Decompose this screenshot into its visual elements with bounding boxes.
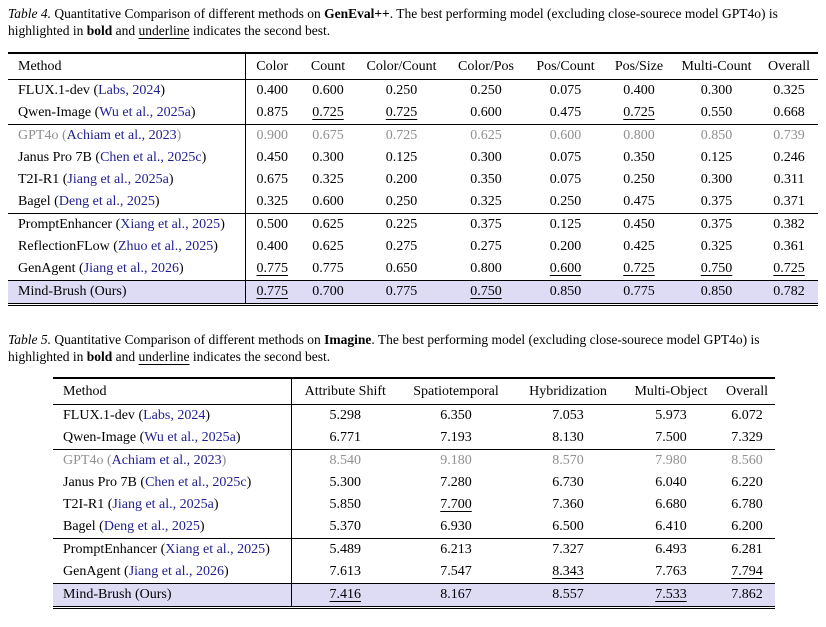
caption-text: and [112, 349, 139, 364]
method-cell: GPT4o (Achiam et al., 2023) [53, 450, 291, 473]
value-cell: 7.053 [552, 408, 584, 423]
table-row [53, 405, 775, 428]
citation-link[interactable]: Achiam et al., 2023 [66, 128, 177, 143]
column-header: Multi-Count [681, 59, 752, 74]
value-cell: 6.220 [731, 475, 763, 490]
column-header: Attribute Shift [304, 384, 386, 399]
value-cell: 0.375 [700, 217, 733, 232]
value-cell: 0.382 [773, 217, 805, 232]
value-cell: 0.400 [623, 83, 655, 98]
value-cell: 0.600 [312, 194, 344, 209]
value-cell: 0.200 [549, 239, 582, 254]
citation-link[interactable]: Jiang et al., 2025a [112, 497, 214, 512]
table-row [8, 147, 818, 169]
method-cell: PromptEnhancer (Xiang et al., 2025) [8, 214, 245, 237]
value-cell: 0.850 [549, 284, 582, 299]
citation-link[interactable]: Xiang et al., 2025 [165, 542, 266, 557]
value-cell: 0.725 [312, 105, 344, 120]
caption-text: indicates the second best. [189, 349, 331, 364]
method-name: FLUX.1-dev [18, 83, 94, 98]
caption-text: bold [86, 23, 113, 38]
value-cell: 0.200 [385, 172, 418, 187]
column-header: Overall [726, 384, 768, 399]
table-row [53, 584, 775, 608]
caption-text: Imagine [324, 332, 372, 347]
value-cell: 0.725 [623, 105, 655, 120]
citation-link[interactable]: Jiang et al., 2026 [128, 564, 224, 579]
table-4-caption [8, 0, 820, 39]
table-row [53, 494, 775, 516]
method-name: Janus Pro 7B [63, 475, 141, 490]
value-cell: 8.560 [731, 453, 763, 468]
value-cell: 6.780 [731, 497, 763, 512]
value-cell: 0.775 [312, 261, 344, 276]
value-cell: 6.213 [440, 542, 472, 557]
table-row [8, 281, 818, 305]
method-name: Qwen-Image [63, 430, 140, 445]
method-name: Janus Pro 7B [18, 150, 96, 165]
method-name: FLUX.1-dev [63, 408, 139, 423]
value-cell: 7.794 [731, 564, 763, 579]
value-cell: 0.668 [773, 105, 805, 120]
caption-text: . The best performing model (excluding close-sourece model GPT4o) is highlighted in [8, 332, 760, 364]
table-row [8, 214, 818, 237]
method-cell: FLUX.1-dev (Labs, 2024) [8, 80, 245, 103]
table-row [8, 236, 818, 258]
value-cell: 0.125 [385, 150, 418, 165]
column-header: Overall [768, 59, 810, 74]
table-row [53, 450, 775, 473]
value-cell: 7.980 [655, 453, 687, 468]
table-5-imagine [53, 377, 775, 609]
value-cell: 0.625 [312, 217, 344, 232]
method-name: Mind-Brush [63, 587, 135, 602]
table-row [8, 102, 818, 125]
table-row [8, 258, 818, 281]
value-cell: 6.072 [731, 408, 763, 423]
value-cell: 0.250 [385, 83, 418, 98]
method-name: Bagel [18, 194, 55, 209]
caption-text: bold [86, 349, 113, 364]
value-cell: 7.193 [440, 430, 472, 445]
value-cell: 0.550 [700, 105, 733, 120]
citation-link[interactable]: Chen et al., 2025c [100, 150, 202, 165]
value-cell: 0.450 [623, 217, 655, 232]
value-cell: 0.275 [470, 239, 502, 254]
value-cell: 0.675 [256, 172, 288, 187]
value-cell: 0.300 [700, 172, 733, 187]
value-cell: 0.375 [470, 217, 502, 232]
caption-text: Quantitative Comparison of different methods on [51, 332, 325, 347]
value-cell: 0.800 [623, 128, 655, 143]
column-header: Color/Pos [457, 59, 514, 74]
value-cell: 0.775 [256, 284, 288, 299]
value-cell: 0.725 [623, 261, 655, 276]
citation-link[interactable]: Wu et al., 2025a [99, 105, 191, 120]
value-cell: 0.075 [549, 172, 582, 187]
table-row [53, 516, 775, 539]
value-cell: 5.298 [329, 408, 361, 423]
value-cell: 0.775 [256, 261, 288, 276]
caption-text: and [112, 23, 139, 38]
value-cell: 0.371 [773, 194, 805, 209]
method-name: GPT4o [63, 453, 107, 468]
value-cell: 0.325 [700, 239, 733, 254]
value-cell: 0.350 [470, 172, 502, 187]
value-cell: 0.325 [470, 194, 502, 209]
value-cell: 6.200 [731, 519, 763, 534]
value-cell: 0.675 [312, 128, 344, 143]
value-cell: 5.973 [655, 408, 687, 423]
value-cell: 0.775 [623, 284, 655, 299]
method-name: T2I-R1 [18, 172, 63, 187]
method-cell [53, 584, 291, 608]
value-cell: 6.040 [655, 475, 687, 490]
column-header: Multi-Object [634, 384, 708, 399]
header-row [53, 378, 775, 405]
method-name: Qwen-Image [18, 105, 95, 120]
column-header: Count [310, 59, 346, 74]
table-row [53, 561, 775, 584]
value-cell: 6.771 [329, 430, 361, 445]
value-cell: 0.475 [623, 194, 655, 209]
method-cell [8, 281, 245, 305]
method-cell: T2I-R1 (Jiang et al., 2025a) [8, 169, 245, 191]
method-cell: Bagel (Deng et al., 2025) [53, 516, 291, 539]
value-cell: 6.350 [440, 408, 472, 423]
value-cell: 0.475 [549, 105, 582, 120]
caption-text: underline [138, 23, 190, 38]
value-cell: 7.360 [552, 497, 584, 512]
column-header: Method [53, 378, 291, 405]
value-cell: 8.570 [552, 453, 584, 468]
value-cell: 8.167 [440, 587, 472, 602]
column-header: Pos/Count [536, 59, 595, 74]
value-cell: 0.275 [385, 239, 418, 254]
caption-text: Table 4. [8, 6, 52, 21]
value-cell: 0.900 [256, 128, 288, 143]
method-cell: FLUX.1-dev (Labs, 2024) [53, 405, 291, 428]
method-name: GPT4o [18, 128, 62, 143]
value-cell: 0.250 [623, 172, 655, 187]
value-cell: 0.450 [256, 150, 288, 165]
value-cell: 0.425 [623, 239, 655, 254]
method-suffix: (Ours) [89, 284, 127, 299]
method-cell: GPT4o (Achiam et al., 2023) [8, 125, 245, 148]
value-cell: 0.225 [385, 217, 418, 232]
table-row [53, 539, 775, 562]
table-row [8, 125, 818, 148]
value-cell: 7.862 [731, 587, 763, 602]
value-cell: 0.600 [312, 83, 344, 98]
value-cell: 0.375 [700, 194, 733, 209]
table-row [53, 472, 775, 494]
method-name: Bagel [63, 519, 100, 534]
value-cell: 6.410 [655, 519, 687, 534]
value-cell: 6.730 [552, 475, 584, 490]
value-cell: 0.800 [470, 261, 502, 276]
method-cell: Bagel (Deng et al., 2025) [8, 191, 245, 214]
column-header: Color [256, 59, 289, 74]
value-cell: 0.725 [385, 128, 418, 143]
citation-link[interactable]: Zhuo et al., 2025 [117, 239, 214, 254]
value-cell: 6.493 [655, 542, 687, 557]
value-cell: 7.416 [329, 587, 361, 602]
value-cell: 0.500 [256, 217, 288, 232]
value-cell: 7.327 [552, 542, 584, 557]
citation-link[interactable]: Achiam et al., 2023 [111, 453, 222, 468]
value-cell: 0.075 [549, 83, 582, 98]
citation-link[interactable]: Deng et al., 2025 [58, 194, 155, 209]
caption-text: Quantitative Comparison of different methods on [51, 6, 325, 21]
citation-link[interactable]: Xiang et al., 2025 [120, 217, 221, 232]
method-cell: PromptEnhancer (Xiang et al., 2025) [53, 539, 291, 562]
column-header: Pos/Size [614, 59, 664, 74]
value-cell: 0.625 [470, 128, 502, 143]
value-cell: 6.281 [731, 542, 763, 557]
table-row [8, 80, 818, 103]
table-row [8, 169, 818, 191]
value-cell: 0.625 [312, 239, 344, 254]
value-cell: 7.280 [440, 475, 472, 490]
value-cell: 6.680 [655, 497, 687, 512]
value-cell: 7.763 [655, 564, 687, 579]
value-cell: 0.650 [385, 261, 418, 276]
value-cell: 0.325 [256, 194, 288, 209]
value-cell: 0.600 [470, 105, 502, 120]
value-cell: 0.125 [700, 150, 733, 165]
value-cell: 0.600 [549, 261, 582, 276]
citation-link[interactable]: Labs, 2024 [98, 83, 161, 98]
value-cell: 7.547 [440, 564, 472, 579]
value-cell: 0.311 [773, 172, 805, 187]
column-header: Method [8, 53, 245, 80]
value-cell: 0.300 [312, 150, 344, 165]
value-cell: 7.329 [731, 430, 763, 445]
citation-link[interactable]: Labs, 2024 [143, 408, 206, 423]
value-cell: 0.600 [549, 128, 582, 143]
column-header: Hybridization [529, 384, 607, 399]
value-cell: 6.500 [552, 519, 584, 534]
value-cell: 0.250 [549, 194, 582, 209]
table-5-caption [8, 326, 820, 365]
method-cell: Qwen-Image (Wu et al., 2025a) [53, 427, 291, 450]
value-cell: 0.875 [256, 105, 288, 120]
value-cell: 9.180 [440, 453, 472, 468]
value-cell: 0.700 [312, 284, 344, 299]
caption-text: indicates the second best. [189, 23, 331, 38]
value-cell: 0.350 [623, 150, 655, 165]
caption-text: . The best performing model (excluding close-sourece model GPT4o) is highlighted in [8, 6, 778, 38]
value-cell: 0.325 [773, 83, 805, 98]
citation-link[interactable]: Jiang et al., 2026 [83, 261, 179, 276]
value-cell: 0.300 [470, 150, 502, 165]
value-cell: 5.300 [329, 475, 361, 490]
table-4-geneval [8, 52, 818, 306]
method-cell: GenAgent (Jiang et al., 2026) [8, 258, 245, 281]
method-name: PromptEnhancer [18, 217, 116, 232]
method-name: PromptEnhancer [63, 542, 161, 557]
value-cell: 0.361 [773, 239, 805, 254]
header-row [8, 53, 818, 80]
value-cell: 5.850 [329, 497, 361, 512]
value-cell: 7.613 [329, 564, 361, 579]
method-name: GenAgent [18, 261, 80, 276]
value-cell: 8.130 [552, 430, 584, 445]
citation-link[interactable]: Chen et al., 2025c [145, 475, 247, 490]
column-header: Color/Count [366, 59, 437, 74]
table-row [53, 427, 775, 450]
method-cell: Janus Pro 7B (Chen et al., 2025c) [8, 147, 245, 169]
value-cell: 0.250 [470, 83, 502, 98]
value-cell: 0.075 [549, 150, 582, 165]
citation-link[interactable]: Deng et al., 2025 [103, 519, 200, 534]
value-cell: 7.533 [655, 587, 687, 602]
caption-text: underline [138, 349, 190, 364]
value-cell: 0.750 [470, 284, 502, 299]
method-cell: Janus Pro 7B (Chen et al., 2025c) [53, 472, 291, 494]
method-cell: GenAgent (Jiang et al., 2026) [53, 561, 291, 584]
value-cell: 5.489 [329, 542, 361, 557]
value-cell: 0.775 [385, 284, 418, 299]
method-name: ReflectionFLow [18, 239, 114, 254]
method-cell: T2I-R1 (Jiang et al., 2025a) [53, 494, 291, 516]
citation-link[interactable]: Jiang et al., 2025a [67, 172, 169, 187]
value-cell: 0.300 [700, 83, 733, 98]
value-cell: 8.540 [329, 453, 361, 468]
value-cell: 0.125 [549, 217, 582, 232]
value-cell: 0.750 [700, 261, 733, 276]
caption-text: Table 5. [8, 332, 52, 347]
value-cell: 0.250 [385, 194, 418, 209]
citation-link[interactable]: Wu et al., 2025a [144, 430, 236, 445]
method-cell: ReflectionFLow (Zhuo et al., 2025) [8, 236, 245, 258]
value-cell: 0.725 [773, 261, 805, 276]
method-suffix: (Ours) [134, 587, 172, 602]
value-cell: 0.782 [773, 284, 805, 299]
value-cell: 8.557 [552, 587, 584, 602]
method-name: T2I-R1 [63, 497, 108, 512]
value-cell: 8.343 [552, 564, 584, 579]
value-cell: 6.930 [440, 519, 472, 534]
value-cell: 0.725 [385, 105, 418, 120]
value-cell: 0.850 [700, 284, 733, 299]
method-cell: Qwen-Image (Wu et al., 2025a) [8, 102, 245, 125]
method-name: GenAgent [63, 564, 125, 579]
column-header: Spatiotemporal [413, 384, 499, 399]
caption-text: GenEval++ [324, 6, 390, 21]
value-cell: 0.400 [256, 239, 288, 254]
value-cell: 0.739 [773, 128, 805, 143]
value-cell: 7.500 [655, 430, 687, 445]
table-row [8, 191, 818, 214]
method-name: Mind-Brush [18, 284, 90, 299]
value-cell: 0.325 [312, 172, 344, 187]
value-cell: 0.246 [773, 150, 805, 165]
value-cell: 0.850 [700, 128, 733, 143]
value-cell: 5.370 [329, 519, 361, 534]
value-cell: 7.700 [440, 497, 472, 512]
value-cell: 0.400 [256, 83, 288, 98]
